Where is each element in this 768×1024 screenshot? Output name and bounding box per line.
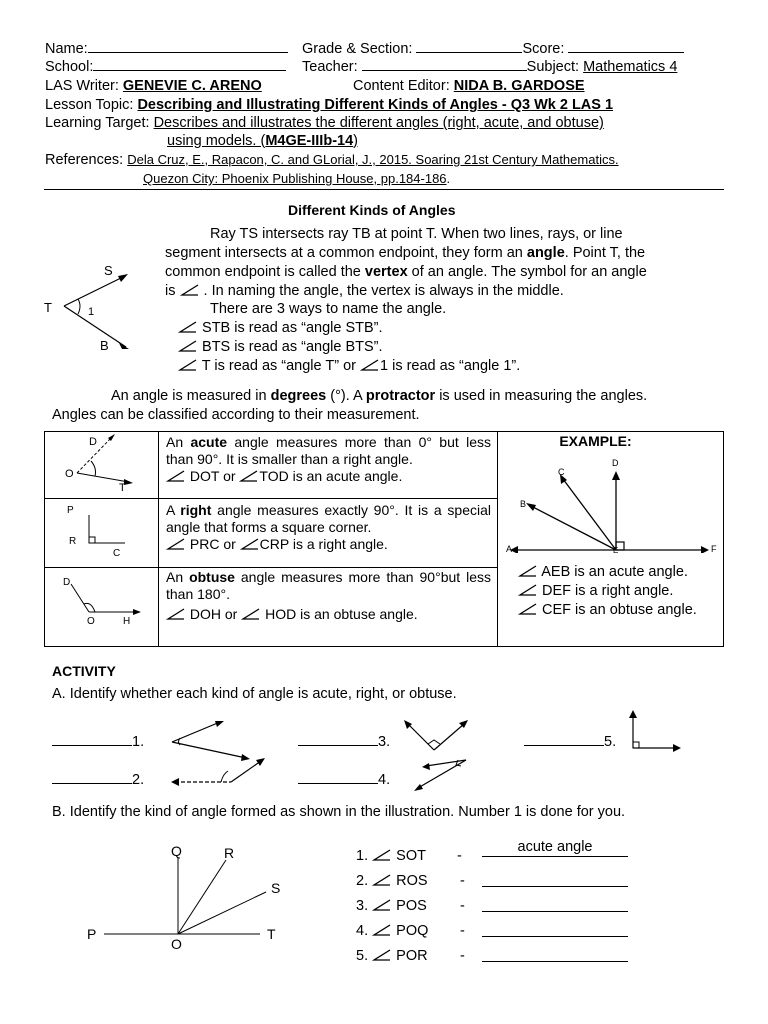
example-angle-figure	[498, 449, 720, 553]
svg-text:E: E	[613, 546, 619, 553]
b-item-2-answer[interactable]	[482, 869, 628, 887]
angle-symbol-icon	[241, 604, 261, 616]
angle-symbol-icon	[240, 537, 260, 549]
acute-definition: An acute angle measures more than 0° but less than 90°. It is smaller than a right angle. DOT or TOD is an acute angle.	[165, 434, 492, 484]
label-B: B	[100, 338, 109, 353]
writer-line: LAS Writer: GENEVIE C. ARENO	[45, 78, 262, 94]
lesson-topic: Lesson Topic: Describing and Illustrating Different Kinds of Angles - Q3 Wk 2 LAS 1	[45, 97, 614, 113]
label-S: S	[104, 263, 113, 278]
intro-line-5: There are 3 ways to name the angle.	[210, 301, 447, 317]
svg-text:D: D	[63, 577, 71, 588]
svg-text:R: R	[224, 845, 235, 861]
angle-symbol-icon	[518, 602, 538, 614]
name-field[interactable]: Name:	[45, 40, 288, 58]
intro-line-3: common endpoint is called the vertex of an angle. The symbol for an angle	[165, 264, 647, 280]
angle-symbol-icon	[166, 469, 186, 481]
intro-line-4: is . In naming the angle, the vertex is always in the middle.	[165, 283, 564, 299]
label-1: 1	[88, 306, 95, 318]
svg-text:S: S	[271, 880, 281, 896]
grade-field[interactable]: Grade & Section: Score:	[302, 40, 684, 58]
svg-text:T: T	[267, 926, 276, 942]
references-line2: Quezon City: Phoenix Publishing House, pp.184-186.	[143, 171, 451, 186]
acute-figure-cell	[45, 432, 159, 499]
angle-types-table	[44, 431, 724, 647]
part-b-instructions: B. Identify the kind of angle formed as shown in the illustration. Number 1 is done for you.	[52, 804, 626, 820]
item-1-answer[interactable]: 1.	[52, 733, 144, 751]
svg-text:H: H	[123, 616, 131, 627]
angle-symbol-icon	[518, 583, 538, 595]
example-1: AEB is an acute angle.	[518, 563, 723, 582]
ray-angle-figure	[40, 262, 140, 354]
svg-text:P: P	[87, 926, 97, 942]
acute-angle-figure	[45, 432, 157, 494]
svg-text:D: D	[89, 436, 97, 448]
svg-text:O: O	[171, 936, 182, 950]
naming-3: T is read as “angle T” or 1 is read as “angle 1”.	[178, 357, 520, 375]
label-T: T	[44, 300, 52, 315]
item-4-answer[interactable]: 4.	[298, 771, 390, 789]
svg-text:P: P	[67, 505, 74, 516]
b-item-4: 4. POQ	[356, 923, 429, 939]
angle-symbol-icon	[372, 898, 392, 910]
obtuse-angle-figure	[45, 568, 157, 642]
angle-symbol-icon	[372, 923, 392, 935]
editor-name: NIDA B. GARDOSE	[453, 78, 585, 94]
b-item-5: 5. POR	[356, 948, 428, 964]
svg-text:F: F	[711, 544, 717, 553]
item-5-answer[interactable]: 5.	[524, 733, 616, 751]
angle-symbol-icon	[360, 358, 380, 370]
svg-text:O: O	[87, 616, 95, 627]
svg-text:O: O	[65, 468, 74, 480]
header-divider	[44, 189, 724, 190]
obtuse-figure-cell	[45, 568, 159, 647]
activity-title: ACTIVITY	[52, 663, 116, 679]
item-2-figure	[165, 755, 275, 795]
example-3: CEF is an obtuse angle.	[518, 601, 723, 620]
b-item-1-answer[interactable]: acute angle	[482, 838, 628, 857]
measure-line-2: Angles can be classified according to their measurement.	[52, 407, 420, 423]
right-definition: A right angle measures exactly 90°. It is a special angle that forms a square corner. PRC or CRP is a right angle.	[165, 502, 491, 552]
svg-text:D: D	[612, 458, 619, 468]
part-b-angle-figure	[80, 838, 300, 950]
item-3-answer[interactable]: 3.	[298, 733, 390, 751]
b-item-3-answer[interactable]	[482, 894, 628, 912]
obtuse-definition: An obtuse angle measures more than 90°but less than 180°. DOH or HOD is an obtuse angle.	[165, 569, 491, 622]
school-field[interactable]: School:	[45, 58, 286, 76]
angle-symbol-icon	[180, 283, 200, 295]
angle-symbol-icon	[166, 537, 186, 549]
naming-2: BTS is read as “angle BTS”.	[178, 338, 383, 356]
angle-symbol-icon	[372, 948, 392, 960]
svg-text:A: A	[506, 544, 513, 553]
angle-symbol-icon	[518, 564, 538, 576]
teacher-field[interactable]: Teacher: Subject: Mathematics 4	[302, 59, 678, 75]
svg-text:C: C	[558, 467, 565, 477]
right-figure-cell	[45, 499, 159, 568]
svg-text:B: B	[520, 499, 527, 509]
item-3-figure	[398, 716, 478, 756]
example-2: DEF is a right angle.	[518, 582, 723, 601]
editor-line: Content Editor: NIDA B. GARDOSE	[353, 78, 585, 94]
angle-symbol-icon	[178, 339, 198, 351]
references: References: Dela Cruz, E., Rapacon, C. and GLorial, J., 2015. Soaring 21st Century Mathematics.	[45, 152, 619, 168]
subject-value: Mathematics 4	[583, 59, 678, 75]
b-item-4-answer[interactable]	[482, 919, 628, 937]
angle-symbol-icon	[239, 469, 259, 481]
angle-symbol-icon	[178, 358, 198, 370]
item-5-figure	[624, 707, 688, 755]
example-cell	[498, 432, 724, 647]
example-title: EXAMPLE:	[559, 433, 632, 449]
svg-text:T: T	[119, 482, 126, 494]
intro-line-2: segment intersects at a common endpoint, they form an angle. Point T, the	[165, 245, 646, 261]
writer-name: GENEVIE C. ARENO	[122, 78, 262, 94]
svg-text:Q: Q	[171, 843, 182, 859]
b-item-5-answer[interactable]	[482, 944, 628, 962]
b-item-1: 1. SOT	[356, 848, 426, 864]
right-angle-figure	[45, 499, 157, 563]
naming-1: STB is read as “angle STB”.	[178, 319, 383, 337]
b-item-3: 3. POS	[356, 898, 427, 914]
learning-target-line2: using models. (M4GE-IIIb-14)	[167, 133, 358, 149]
b-item-2: 2. ROS	[356, 873, 428, 889]
item-2-answer[interactable]: 2.	[52, 771, 144, 789]
svg-text:R: R	[69, 536, 77, 547]
section-title: Different Kinds of Angles	[288, 202, 456, 218]
angle-symbol-icon	[372, 848, 392, 860]
angle-symbol-icon	[372, 873, 392, 885]
measure-line-1: An angle is measured in degrees (°). A protractor is used in measuring the angles.	[111, 388, 648, 404]
example-list	[498, 563, 723, 620]
intro-line-1: Ray TS intersects ray TB at point T. When two lines, rays, or line	[210, 226, 623, 242]
part-a-instructions: A. Identify whether each kind of angle is acute, right, or obtuse.	[52, 686, 457, 702]
svg-text:C: C	[113, 548, 121, 559]
angle-symbol-icon	[178, 320, 198, 332]
item-4-figure	[406, 752, 476, 796]
angle-symbol-icon	[166, 604, 186, 616]
learning-target: Learning Target: Describes and illustrates the different angles (right, acute, and obtuse)	[45, 115, 604, 131]
